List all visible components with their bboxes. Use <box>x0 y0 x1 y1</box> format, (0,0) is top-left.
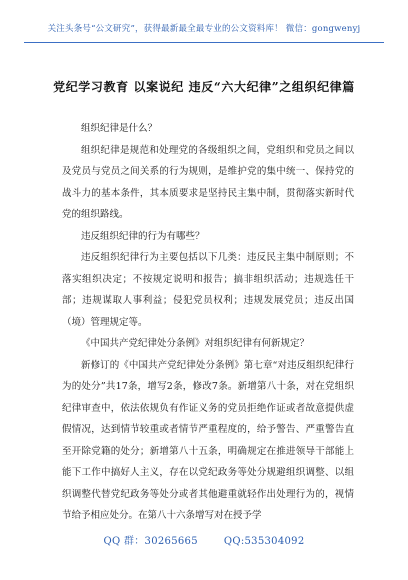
question-heading: 《中国共产党纪律处分条例》对组织纪律有何新规定？ <box>81 338 310 349</box>
header-promo-text: 关注头条号“公文研究”，获得最新最全最专业的公文资料库！ 微信：gongwenyj <box>47 24 361 34</box>
footer-contact <box>0 532 408 547</box>
document-body <box>62 118 354 527</box>
footer-qq-group: QQ 群：30265665 <box>103 536 198 547</box>
footer-qq: QQ:535304092 <box>223 536 305 547</box>
body-paragraph: 违反组织纪律行为主要包括以下几类：违反民主集中制原则；不落实组织决定；不按规定说明和报告；搞非组织活动；违规选任干部；违规谋取人事利益；侵犯党员权利；违规发展党员；违反出国（境）管理规定等。 <box>62 252 354 328</box>
document-title: 党纪学习教育 以案说纪 违反“六大纪律”之组织纪律篇 <box>53 80 355 94</box>
question-heading: 组织纪律是什么？ <box>81 123 158 134</box>
body-paragraph: 组织纪律是规范和处理党的各级组织之间，党组织和党员之间以及党员与党员之间关系的行为规则，是维护党的集中统一、保持党的战斗力的基本条件，其本质要求是坚持民主集中制，贯彻落实新时代党的组织路线。 <box>62 144 354 220</box>
question-heading: 违反组织纪律的行为有哪些？ <box>81 230 205 242</box>
body-paragraph: 新修订的《中国共产党纪律处分条例》第七章“对违反组织纪律行为的处分”共17条，增写2条，修改7条。新增第八十条，对在党组织纪律审查中，依法依规负有作证义务的党员拒绝作证或者故意提供虚假情况，达到情节较重或者情节严重程度的，给予警告、严重警告直至开除党籍的处分；新增第八十五条，明确规定在推进领导干部能上能下工作中搞好人主义，存在以党纪政务等处分规避组织调整、以组织调整代替党纪政务等处分或者其他避重就轻作出处理行为的，视情节给予相应处分。在第八十六条增写对在授予学 <box>62 359 354 521</box>
header-banner <box>24 8 384 43</box>
